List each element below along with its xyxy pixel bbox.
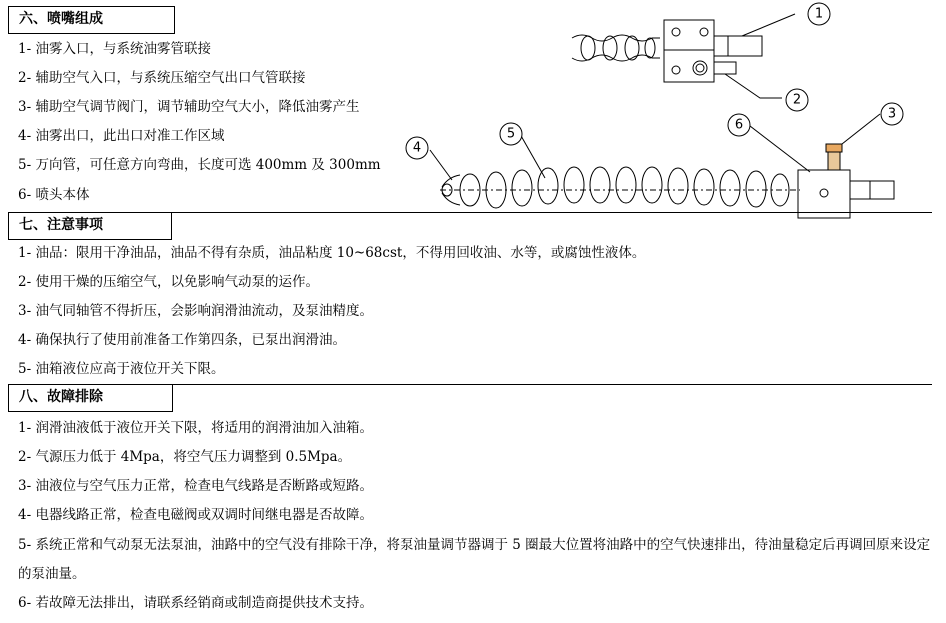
- list-item: 6- 若故障无法排出，请联系经销商或制造商提供技术支持。: [18, 595, 373, 611]
- list-item: 1- 油品：限用干净油品，油品不得有杂质，油品粘度 10~68cst，不得用回收油、水等，或腐蚀性液体。: [18, 245, 646, 261]
- list-item: 4- 电器线路正常，检查电磁阀或双调时间继电器是否故障。: [18, 507, 373, 523]
- list-item: 2- 辅助空气入口，与系统压缩空气出口气管联接: [18, 70, 306, 86]
- callout-label: 1: [814, 6, 824, 22]
- list-item: 5- 系统正常和气动泵无法泵油，油路中的空气没有排除干净，将泵油量调节器调于 5 圈最大位置将油路中的空气快速排出，待油量稳定后再调回原来设定的泵油量。: [18, 537, 931, 582]
- section-title-troubleshooting: 八、故障排除: [8, 384, 173, 412]
- list-item: 1- 油雾入口，与系统油雾管联接: [18, 41, 211, 57]
- nozzle-body: [798, 170, 850, 218]
- upper-hose-icon: [572, 35, 660, 61]
- flex-hose-icon: [440, 167, 800, 208]
- callout-label: 5: [506, 126, 516, 142]
- callout-label: 4: [412, 140, 422, 156]
- list-item: 4- 油雾出口，此出口对准工作区域: [18, 128, 225, 144]
- list-item: 5- 油箱液位应高于液位开关下限。: [18, 361, 225, 377]
- list-item: 2- 气源压力低于 4Mpa，将空气压力调整到 0.5Mpa。: [18, 449, 352, 465]
- list-item: 5- 万向管，可任意方向弯曲，长度可选 400mm 及 300mm: [18, 157, 381, 173]
- list-item: 2- 使用干燥的压缩空气，以免影响气动泵的运作。: [18, 274, 319, 290]
- list-item: 6- 喷头本体: [18, 187, 90, 203]
- list-item: 3- 油液位与空气压力正常，检查电气线路是否断路或短路。: [18, 478, 373, 494]
- callout-label: 3: [887, 106, 897, 122]
- callout-label: 6: [734, 117, 744, 133]
- list-item: 3- 辅助空气调节阀门，调节辅助空气大小，降低油雾产生: [18, 99, 360, 115]
- section-title-nozzle: 六、喷嘴组成: [8, 6, 175, 34]
- list-item: 4- 确保执行了使用前准备工作第四条，已泵出润滑油。: [18, 332, 346, 348]
- section-title-notes: 七、注意事项: [8, 212, 172, 240]
- nozzle-diagram: [0, 0, 946, 260]
- list-item: 1- 润滑油液低于液位开关下限，将适用的润滑油加入油箱。: [18, 420, 373, 436]
- list-item: 3- 油气同轴管不得折压，会影响润滑油流动，及泵油精度。: [18, 303, 373, 319]
- callout-label: 2: [792, 92, 802, 108]
- air-inlet-fitting: [714, 36, 762, 56]
